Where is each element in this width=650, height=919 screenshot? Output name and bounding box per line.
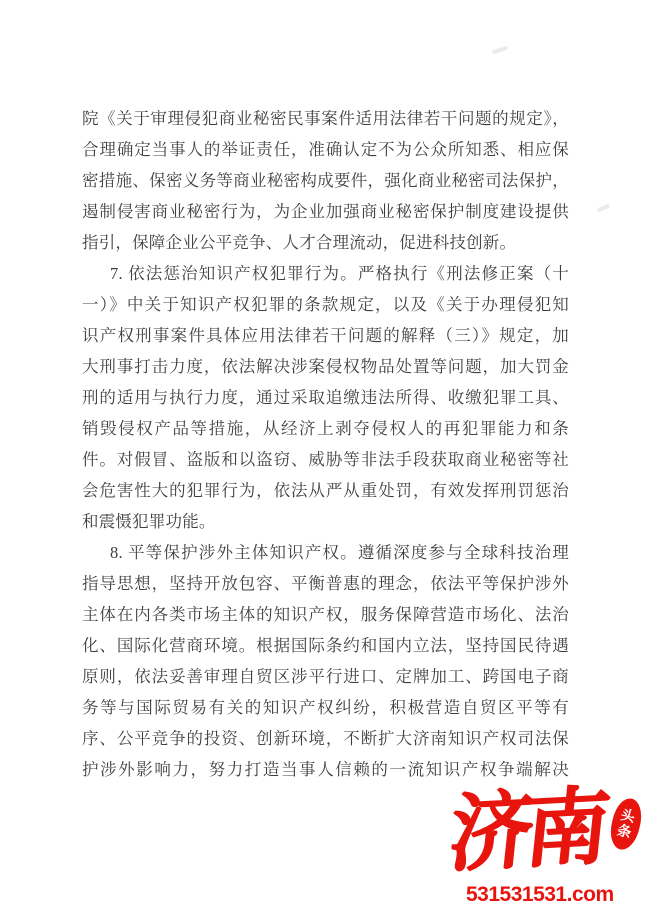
text-line: 序、公平竞争的投资、创新环境，不断扩大济南知识产权司法保 (82, 729, 569, 748)
paragraph (82, 103, 569, 258)
text-line: 务等与国际贸易有关的知识产权纠纷，积极营造自贸区平等有 (82, 698, 569, 717)
text-line: 销毁侵权产品等措施，从经济上剥夺侵权人的再犯罪能力和条 (82, 419, 569, 438)
text-line: 护涉外影响力，努力打造当事人信赖的一流知识产权争端解决 (82, 760, 569, 779)
text-line: 密措施、保密义务等商业秘密构成要件，强化商业秘密司法保护， (82, 171, 569, 190)
paragraph (82, 258, 569, 537)
paragraph (82, 537, 569, 785)
text-line: 识产权刑事案件具体应用法律若干问题的解释（三）》规定，加 (82, 326, 569, 345)
scan-artifact (597, 204, 611, 213)
text-line: 指引，保障企业公平竞争、人才合理流动，促进科技创新。 (82, 233, 517, 252)
text-line: 刑的适用与执行力度，通过采取追缴违法所得、收缴犯罪工具、 (82, 388, 569, 407)
brand-calligraphy-text: 济南 (444, 780, 606, 883)
seal-text: 头条 (614, 806, 638, 842)
text-line: 一）》中关于知识产权犯罪的条款规定，以及《关于办理侵犯知 (82, 295, 569, 314)
text-line: 遏制侵害商业秘密行为，为企业加强商业秘密保护制度建设提供 (82, 202, 569, 221)
website-text: 531531531.com (466, 883, 614, 906)
text-line: 院《关于审理侵犯商业秘密民事案件适用法律若干问题的规定》， (82, 109, 569, 128)
text-line: 原则，依法妥善审理自贸区涉平行进口、定牌加工、跨国电子商 (82, 667, 569, 686)
text-line: 会危害性大的犯罪行为，依法从严从重处罚，有效发挥刑罚惩治 (82, 481, 569, 500)
scan-artifact (492, 46, 508, 55)
text-line: 8. 平等保护涉外主体知识产权。遵循深度参与全球科技治理 (110, 543, 569, 562)
toutiao-seal-icon (607, 796, 646, 853)
text-line: 件。对假冒、盗版和以盗窃、威胁等非法手段获取商业秘密等社 (82, 450, 569, 469)
text-line: 化、国际化营商环境。根据国际条约和国内立法，坚持国民待遇 (82, 636, 569, 655)
document-text (82, 103, 569, 785)
text-line: 大刑事打击力度，依法解决涉案侵权物品处置等问题，加大罚金 (82, 357, 569, 376)
text-line: 7. 依法惩治知识产权犯罪行为。严格执行《刑法修正案（十 (110, 264, 569, 283)
text-line: 和震慑犯罪功能。 (82, 512, 216, 531)
text-line: 合理确定当事人的举证责任，准确认定不为公众所知悉、相应保 (82, 140, 569, 159)
text-line: 指导思想，坚持开放包容、平衡普惠的理念，依法平等保护涉外 (82, 574, 569, 593)
text-line: 主体在内各类市场主体的知识产权，服务保障营造市场化、法治 (82, 605, 569, 624)
jinan-toutiao-watermark (444, 780, 647, 915)
